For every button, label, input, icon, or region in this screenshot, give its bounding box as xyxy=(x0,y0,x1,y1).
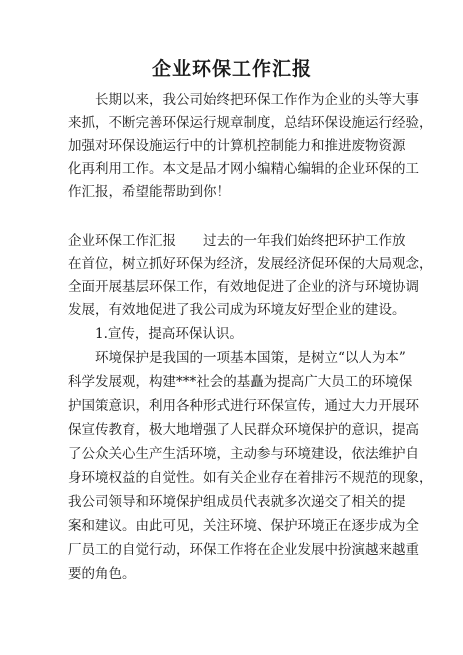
body-line: 保宣传教育，极大地增强了人民群众环境保护的意识，提高 xyxy=(68,422,419,438)
intro-line: 化再利用工作。本文是品才网小编精心编辑的企业环保的工 xyxy=(68,161,419,177)
intro-line: 作汇报，希望能帮助到你！ xyxy=(68,184,230,200)
section-line: 发展，有效地促进了我公司成为环境友好型企业的建设。 xyxy=(68,302,406,318)
body-line: 护国策意识，利用各种形式进行环保宣传，通过大力开展环 xyxy=(68,398,419,414)
body-line: 了公众关心生产生活环境，主动参与环境建设，依法维护自 xyxy=(68,446,419,462)
intro-line: 长期以来，我公司始终把环保工作作为企业的头等大事 xyxy=(95,92,419,108)
section-line: 全面开展基层环保工作，有效地促进了企业的济与环境协调 xyxy=(68,279,419,295)
body-line: 我公司领导和环境保护组成员代表就多次递交了相关的提 xyxy=(68,494,406,510)
section-line: 在首位，树立抓好环保为经济，发展经济促环保的大局观念， xyxy=(68,256,433,272)
body-line: 要的角色。 xyxy=(68,566,136,582)
body-line: 身环境权益的自觉性。如有关企业存在着排污不规范的现象， xyxy=(68,470,433,486)
body-line: 环境保护是我国的一项基本国策，是树立“以人为本” xyxy=(95,350,406,366)
body-line: 厂员工的自觉行动，环保工作将在企业发展中扮演越来越重 xyxy=(68,542,419,558)
intro-line: 来抓，不断完善环保运行规章制度，总结环保设施运行经验， xyxy=(68,115,433,131)
body-line: 案和建议。由此可见，关注环境、保护环境正在逐步成为全 xyxy=(68,518,419,534)
section-line: 企业环保工作汇报 过去的一年我们始终把环护工作放 xyxy=(68,233,406,249)
section-heading: 1.宣传，提高环保认识。 xyxy=(95,326,243,342)
intro-line: 加强对环保设施运行中的计算机控制能力和推进废物资源 xyxy=(68,138,406,154)
document-title: 企业环保工作汇报 xyxy=(151,58,312,80)
body-line: 科学发展观，构建***社会的基矗为提高广大员工的环境保 xyxy=(68,374,413,390)
